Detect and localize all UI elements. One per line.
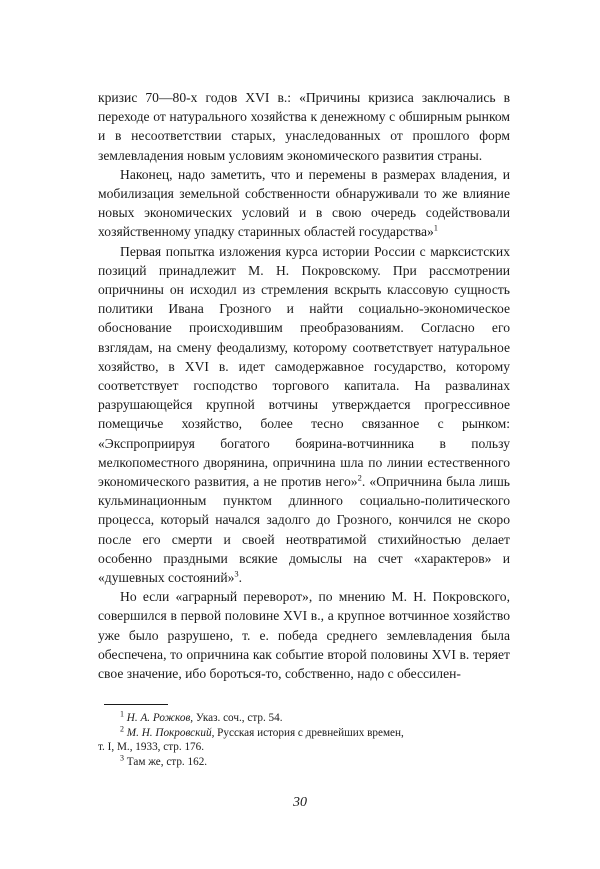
footnote-2 <box>98 723 510 740</box>
paragraph-text: кризис 70—80-х годов XVI в.: «Причины кризиса заключались в переходе от натурального хозяйства к денежному с обширным рынком и в несоответствии старых, унаследованных от прошлого форм землевладения новым условиям экономического развития страны. <box>98 90 510 163</box>
footnote-author: М. Н. Покровский, <box>126 726 215 739</box>
paragraph-4 <box>98 587 510 683</box>
footnote-2-continuation: т. I, М., 1933, стр. 176. <box>98 741 205 754</box>
paragraph-text: . «Опричнина была лишь кульминационным пунктом длинного социально-политического процесса, который начался задолго до Грозного, кончился не скоро после его смерти и своей неотвратимой стихийностью делает особенно праздными всякие домыслы на счет «характеров» и «душевных состояний» <box>98 474 510 586</box>
footnote-ref[interactable]: 3 <box>234 568 239 579</box>
page-number: 30 <box>293 795 307 810</box>
paragraph-3 <box>98 242 510 588</box>
footnote-1 <box>98 711 510 725</box>
paragraph-text: . <box>238 570 243 586</box>
footnote-number: 1 <box>120 709 124 719</box>
footnote-number: 3 <box>120 752 124 762</box>
footnote-text: Там же, стр. 162. <box>126 755 208 768</box>
footnote-3 <box>98 752 510 769</box>
paragraph-text: Первая попытка изложения курса истории России с марксистских позиций принадлежит М. Н. Покровскому. При рассмотрении опричнины он исходил из стремления вскрыть классовую сущность политики Ивана Грозного и найти социально-экономическое обоснование происходившим преобразованиям. Согласно его взглядам, на смену феодализму, которому соответствует натуральное хозяйство, в XVI в. идет самодержавное государство, которому соответствует господство торгового капитала. На развалинах разрушающейся крупной вотчины утверждается прогрессивное помещичье хозяйство, более тесно связанное с рынком: «Экспроприируя богатого боярина-вотчинника в пользу мелкопоместного дворянина, опричнина шла по линии естественного экономического развития, а не против него» <box>98 243 510 490</box>
footnote-divider <box>104 704 168 705</box>
paragraph-text: Наконец, надо заметить, что и перемены в размерах владения, и мобилизация земельной собственности обнаруживали то же влияние новых экономических условий и в свою очередь содействовали хозяйственному упадку старинных областей государства» <box>98 166 510 240</box>
footnotes <box>98 711 510 769</box>
page-body <box>98 88 510 769</box>
paragraph-text: Но если «аграрный переворот», по мнению М. Н. Покровского, совершился в первой половине XVI в., а крупное вотчинное хозяйство уже было разрушено, т. е. победа среднего землевладения была обеспечена, то опричнина как событие второй половины XVI в. теряет свое значение, ибо бороться-то, собственно, надо с обессилен- <box>98 589 510 682</box>
footnote-number: 2 <box>120 723 124 733</box>
footnote-ref[interactable]: 2 <box>357 472 362 483</box>
footnote-ref[interactable]: 1 <box>433 222 439 233</box>
footnote-author: Н. А. Рожков, <box>126 712 194 725</box>
footnote-text: Русская история с древнейших времен, <box>214 726 404 739</box>
paragraph-2 <box>98 165 510 242</box>
footnote-text: Указ. соч., стр. 54. <box>193 712 283 725</box>
paragraph-1 <box>98 88 510 165</box>
